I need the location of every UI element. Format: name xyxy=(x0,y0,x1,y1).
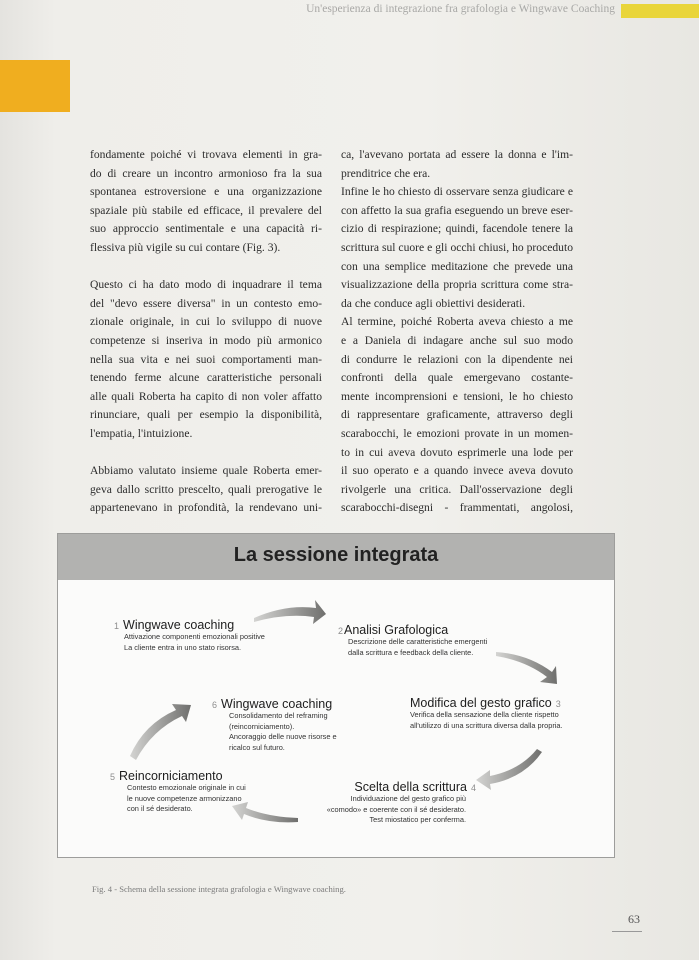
step-title: Scelta della scrittura xyxy=(354,780,467,794)
paragraph xyxy=(90,276,322,443)
text-line: rinunciare, quali per esempio la disponibilità, xyxy=(90,408,322,422)
step-desc-line: (reincorniciamento). xyxy=(229,721,295,731)
text-line: rivolgerle una critica. Dall'osservazione degli xyxy=(341,482,573,496)
text-line: Questo ci ha dato modo di inquadrare il tema xyxy=(90,278,322,292)
text-line: con una semplice meditazione che prevede una xyxy=(341,259,573,273)
text-line: Infine le ho chiesto di osservare senza giudicare e xyxy=(341,185,573,199)
text-line: Al termine, poiché Roberta aveva chiesto a me xyxy=(341,315,573,329)
step-desc-line: Descrizione delle caratteristiche emergenti xyxy=(348,637,488,646)
right-text-column xyxy=(341,146,573,518)
step-desc-line: Consolidamento del reframing xyxy=(229,711,328,720)
text-line: mente incomprensioni e tensioni, le ho chiesto xyxy=(341,389,573,403)
step-2 xyxy=(338,623,487,658)
text-line: scrittura sul cuore e gli occhi chiusi, ho proceduto xyxy=(341,240,573,254)
step-desc-line: «comodo» e coerente con il sé desiderato. xyxy=(326,804,466,814)
step-desc-line: ricalco sul futuro. xyxy=(229,742,285,752)
text-line: scarabocchi-disegni - frammentati, angolosi, xyxy=(341,501,573,515)
arrow-5-to-6-icon xyxy=(130,704,191,760)
text-line: con affetto la sua grafia eseguendo un breve eser- xyxy=(341,203,573,217)
step-title: Analisi Grafologica xyxy=(344,623,449,637)
text-line: nella sua vita e nei suoi comportamenti man- xyxy=(90,352,322,366)
diagram-title: La sessione integrata xyxy=(233,544,439,566)
step-number: 1 xyxy=(114,621,120,631)
session-diagram xyxy=(57,533,615,858)
step-number: 5 xyxy=(110,772,116,782)
text-line: competenze si inseriva in modo più armonico xyxy=(90,333,322,347)
step-number: 4 xyxy=(470,783,476,793)
text-line: visualizzazione della propria scrittura come stra- xyxy=(341,278,573,292)
step-desc-line: Attivazione componenti emozionali positive xyxy=(124,632,265,641)
page-number: 63 xyxy=(628,912,640,926)
text-line: il suo operato e a quando invece aveva dovuto xyxy=(341,464,573,478)
step-title: Wingwave coaching xyxy=(221,697,333,711)
step-desc-line: le nuove competenze armonizzano xyxy=(127,793,242,803)
left-text-column xyxy=(90,146,322,518)
step-desc-line: Verifica della sensazione della cliente rispetto xyxy=(410,710,559,719)
page-number-rule xyxy=(612,931,642,932)
step-5 xyxy=(106,769,246,815)
paragraph xyxy=(341,183,573,313)
step-desc-line: Ancoraggio delle nuove risorse e xyxy=(229,732,337,742)
text-line: l'empatia, l'intuizione. xyxy=(90,426,193,440)
text-line: prenditrice che era. xyxy=(341,166,431,180)
text-line: suo approccio sentimentale e una capacità ri- xyxy=(90,222,322,236)
step-desc-line: Individuazione del gesto grafico più xyxy=(350,794,466,803)
text-line: spaziale più stabile ed efficace, il prevalere del xyxy=(90,203,322,217)
text-line: geva dallo scritto prescelto, quali prerogative le xyxy=(90,482,322,496)
paragraph xyxy=(90,462,322,518)
figure-caption: Fig. 4 - Schema della sessione integrata grafologia e Wingwave coaching. xyxy=(92,884,346,894)
step-title: Wingwave coaching xyxy=(123,618,235,632)
step-desc-line: con il sé desiderato. xyxy=(127,804,193,814)
text-line: alle quali Roberta ha capito di non voler affatto xyxy=(90,389,322,403)
step-desc-line: Contesto emozionale originale in cui xyxy=(127,783,246,792)
arrow-3-to-4-icon xyxy=(476,749,542,790)
text-line: spontanea estroversione e una organizzazione xyxy=(90,185,322,199)
text-line: cizio di respirazione; quindi, facendole tenere la xyxy=(341,222,573,236)
step-title: Modifica del gesto grafico xyxy=(410,696,552,710)
paragraph xyxy=(90,146,322,258)
text-line: fondamente poiché vi trovava elementi in gra- xyxy=(90,148,322,161)
step-number: 6 xyxy=(212,700,218,710)
text-line: di condurre le relazioni con la dipendente nei xyxy=(341,352,573,366)
text-line: e a Daniela di indagare anche sul suo modo xyxy=(341,333,573,347)
text-line: appartenevano in profondità, la rendevano uni- xyxy=(90,501,322,515)
text-line: zionale originale, in cui lo sviluppo di nuove xyxy=(90,315,322,329)
arrow-2-to-3-icon xyxy=(496,652,557,684)
step-number: 3 xyxy=(555,699,561,709)
step-1 xyxy=(110,618,265,653)
step-number: 2 xyxy=(338,626,344,636)
text-line: flessiva più vigile su cui contare (Fig. 3). xyxy=(90,240,281,254)
step-6 xyxy=(208,697,337,753)
text-line: confronti della quale emergevano costante- xyxy=(341,371,573,385)
step-desc-line: La cliente entra in uno stato risorsa. xyxy=(124,642,242,652)
text-line: do di creare un incontro armonioso fra la sua xyxy=(90,166,322,180)
step-3 xyxy=(410,696,565,731)
text-line: del "devo essere diversa" in un contesto emo- xyxy=(90,296,322,310)
paragraph xyxy=(341,313,573,518)
text-line: Abbiamo valutato insieme quale Roberta emer- xyxy=(90,464,322,478)
text-line: tenendo ferme alcune caratteristiche personali xyxy=(90,371,322,385)
text-line: to in cui aveva dovuto esprimerle una lode per xyxy=(341,445,573,459)
step-desc-line: dalla scrittura e feedback della cliente. xyxy=(348,647,474,657)
step-4 xyxy=(320,780,480,826)
text-line: da che conduce agli obiettivi desiderati. xyxy=(341,296,526,310)
step-title: Reincorniciamento xyxy=(119,769,223,783)
running-header: Un'esperienza di integrazione fra grafologia e Wingwave Coaching xyxy=(306,3,615,15)
text-line: scarabocchi, le emozioni provate in un momen- xyxy=(341,426,573,440)
paragraph xyxy=(341,146,573,183)
step-desc-line: all'utilizzo di una scrittura diversa dalla propria. xyxy=(410,720,563,730)
text-line: ca, l'avevano portata ad essere la donna e l'im- xyxy=(341,148,573,161)
header-color-bar xyxy=(621,4,699,18)
chapter-tab xyxy=(0,60,70,112)
step-desc-line: Test miostatico per conferma. xyxy=(369,815,466,825)
text-line: di rappresentare graficamente, attraverso degli xyxy=(341,408,573,422)
